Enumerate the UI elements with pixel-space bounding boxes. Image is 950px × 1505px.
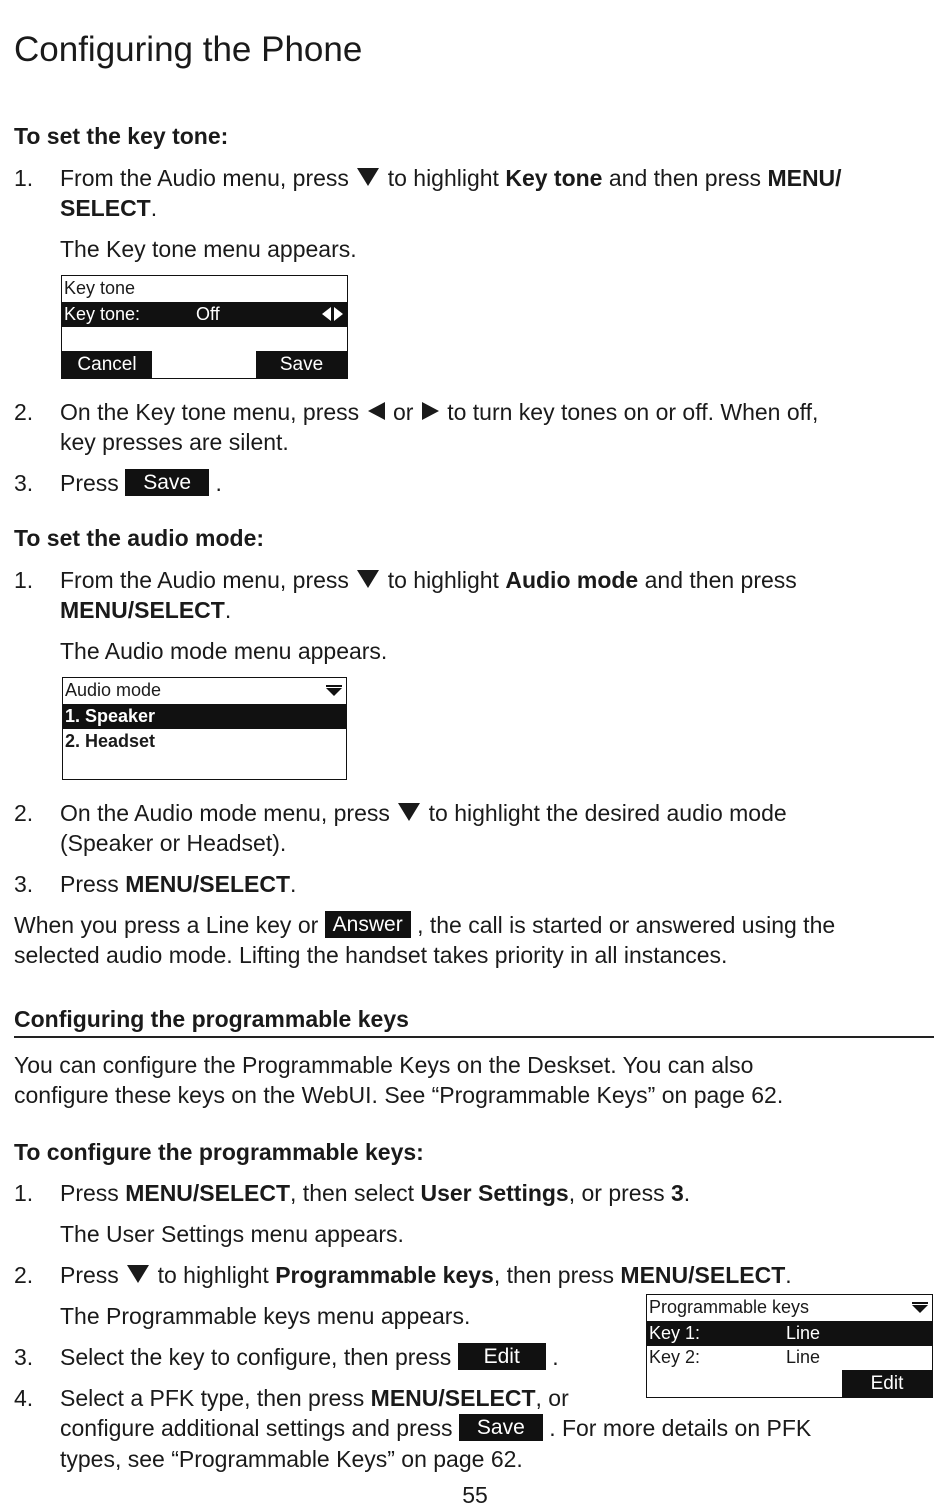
section-divider bbox=[14, 1036, 934, 1038]
left-right-arrows-icon bbox=[322, 307, 344, 322]
edit-softkey[interactable]: Edit bbox=[842, 1370, 932, 1397]
step-number: 3. bbox=[14, 470, 34, 496]
save-button[interactable]: Save bbox=[125, 469, 209, 496]
key-tone-row: Key tone: Off bbox=[62, 302, 347, 327]
step-number: 1. bbox=[14, 567, 34, 593]
scroll-down-icon bbox=[326, 688, 342, 696]
key-tone-step1-note: The Key tone menu appears. bbox=[60, 236, 357, 262]
section-title: Configuring the programmable keys bbox=[14, 1006, 409, 1032]
screen-title: Key tone bbox=[64, 278, 136, 298]
key-tone-screen bbox=[61, 275, 348, 379]
screen-title: Programmable keys bbox=[647, 1295, 932, 1320]
audio-step2-line2: (Speaker or Headset). bbox=[60, 830, 287, 856]
answer-button[interactable]: Answer bbox=[325, 911, 411, 938]
audio-step1-line1: From the Audio menu, press to highlight Audio mode and then press bbox=[60, 567, 797, 593]
step-number: 4. bbox=[14, 1385, 34, 1411]
audio-note-line1: When you press a Line key or Answer , the call is started or answered using the bbox=[14, 912, 836, 938]
key-tone-step1-line2: SELECT. bbox=[60, 195, 158, 221]
step-number: 2. bbox=[14, 800, 34, 826]
down-arrow-icon bbox=[357, 168, 379, 186]
audio-step3: Press MENU/SELECT. bbox=[60, 871, 297, 897]
programmable-keys-screen bbox=[646, 1294, 933, 1398]
audio-mode-heading: To set the audio mode: bbox=[14, 525, 265, 551]
prog-step1-note: The User Settings menu appears. bbox=[60, 1221, 404, 1247]
edit-button[interactable]: Edit bbox=[458, 1343, 546, 1370]
left-arrow-icon bbox=[368, 402, 385, 420]
prog-step3: Select the key to configure, then press Edit . bbox=[60, 1344, 559, 1370]
step-number: 2. bbox=[14, 399, 34, 425]
scroll-down-icon bbox=[912, 1305, 928, 1313]
audio-step1-line2: MENU/SELECT. bbox=[60, 597, 232, 623]
prog-keys-heading: To configure the programmable keys: bbox=[14, 1139, 424, 1165]
audio-step1-note: The Audio mode menu appears. bbox=[60, 638, 388, 664]
key-tone-step2-line2: key presses are silent. bbox=[60, 429, 289, 455]
audio-item-speaker[interactable]: 1. Speaker bbox=[63, 704, 346, 729]
page-number: 55 bbox=[462, 1482, 488, 1505]
prog-step2-note: The Programmable keys menu appears. bbox=[60, 1303, 471, 1329]
prog-step1: Press MENU/SELECT, then select User Settings, or press 3. bbox=[60, 1180, 691, 1206]
save-softkey[interactable]: Save bbox=[256, 351, 347, 378]
prog-step4-line3: types, see “Programmable Keys” on page 62. bbox=[60, 1446, 523, 1472]
step-number: 3. bbox=[14, 1344, 34, 1370]
key-tone-step3: Press Save . bbox=[60, 470, 222, 496]
step-number: 2. bbox=[14, 1262, 34, 1288]
key1-row[interactable]: Key 1: Line bbox=[647, 1321, 932, 1346]
down-arrow-icon bbox=[127, 1265, 149, 1283]
key-tone-heading: To set the key tone: bbox=[14, 123, 229, 149]
key-tone-step2-line1: On the Key tone menu, press or to turn key tones on or off. When off, bbox=[60, 399, 819, 425]
down-arrow-icon bbox=[357, 570, 379, 588]
step-number: 1. bbox=[14, 165, 34, 191]
cancel-softkey[interactable]: Cancel bbox=[62, 351, 152, 378]
step-number: 3. bbox=[14, 871, 34, 897]
prog-intro-line2: configure these keys on the WebUI. See “Programmable Keys” on page 62. bbox=[14, 1082, 784, 1108]
prog-step4-line1: Select a PFK type, then press MENU/SELECT, or bbox=[60, 1385, 569, 1411]
save-button[interactable]: Save bbox=[459, 1414, 543, 1441]
prog-intro-line1: You can configure the Programmable Keys on the Deskset. You can also bbox=[14, 1052, 754, 1078]
audio-note-line2: selected audio mode. Lifting the handset takes priority in all instances. bbox=[14, 942, 728, 968]
right-arrow-icon bbox=[422, 402, 439, 420]
audio-mode-screen bbox=[62, 677, 347, 780]
key-tone-step1-line1: From the Audio menu, press to highlight Key tone and then press MENU/ bbox=[60, 165, 842, 191]
screen-title: Audio mode bbox=[63, 678, 346, 703]
key2-row[interactable]: Key 2: Line bbox=[649, 1347, 821, 1367]
page-title: Configuring the Phone bbox=[14, 30, 363, 69]
prog-step2: Press to highlight Programmable keys, then press MENU/SELECT. bbox=[60, 1262, 792, 1288]
audio-step2-line1: On the Audio mode menu, press to highlight the desired audio mode bbox=[60, 800, 787, 826]
down-arrow-icon bbox=[398, 803, 420, 821]
audio-item-headset[interactable]: 2. Headset bbox=[65, 731, 156, 751]
step-number: 1. bbox=[14, 1180, 34, 1206]
prog-step4-line2: configure additional settings and press Save . For more details on PFK bbox=[60, 1415, 812, 1441]
